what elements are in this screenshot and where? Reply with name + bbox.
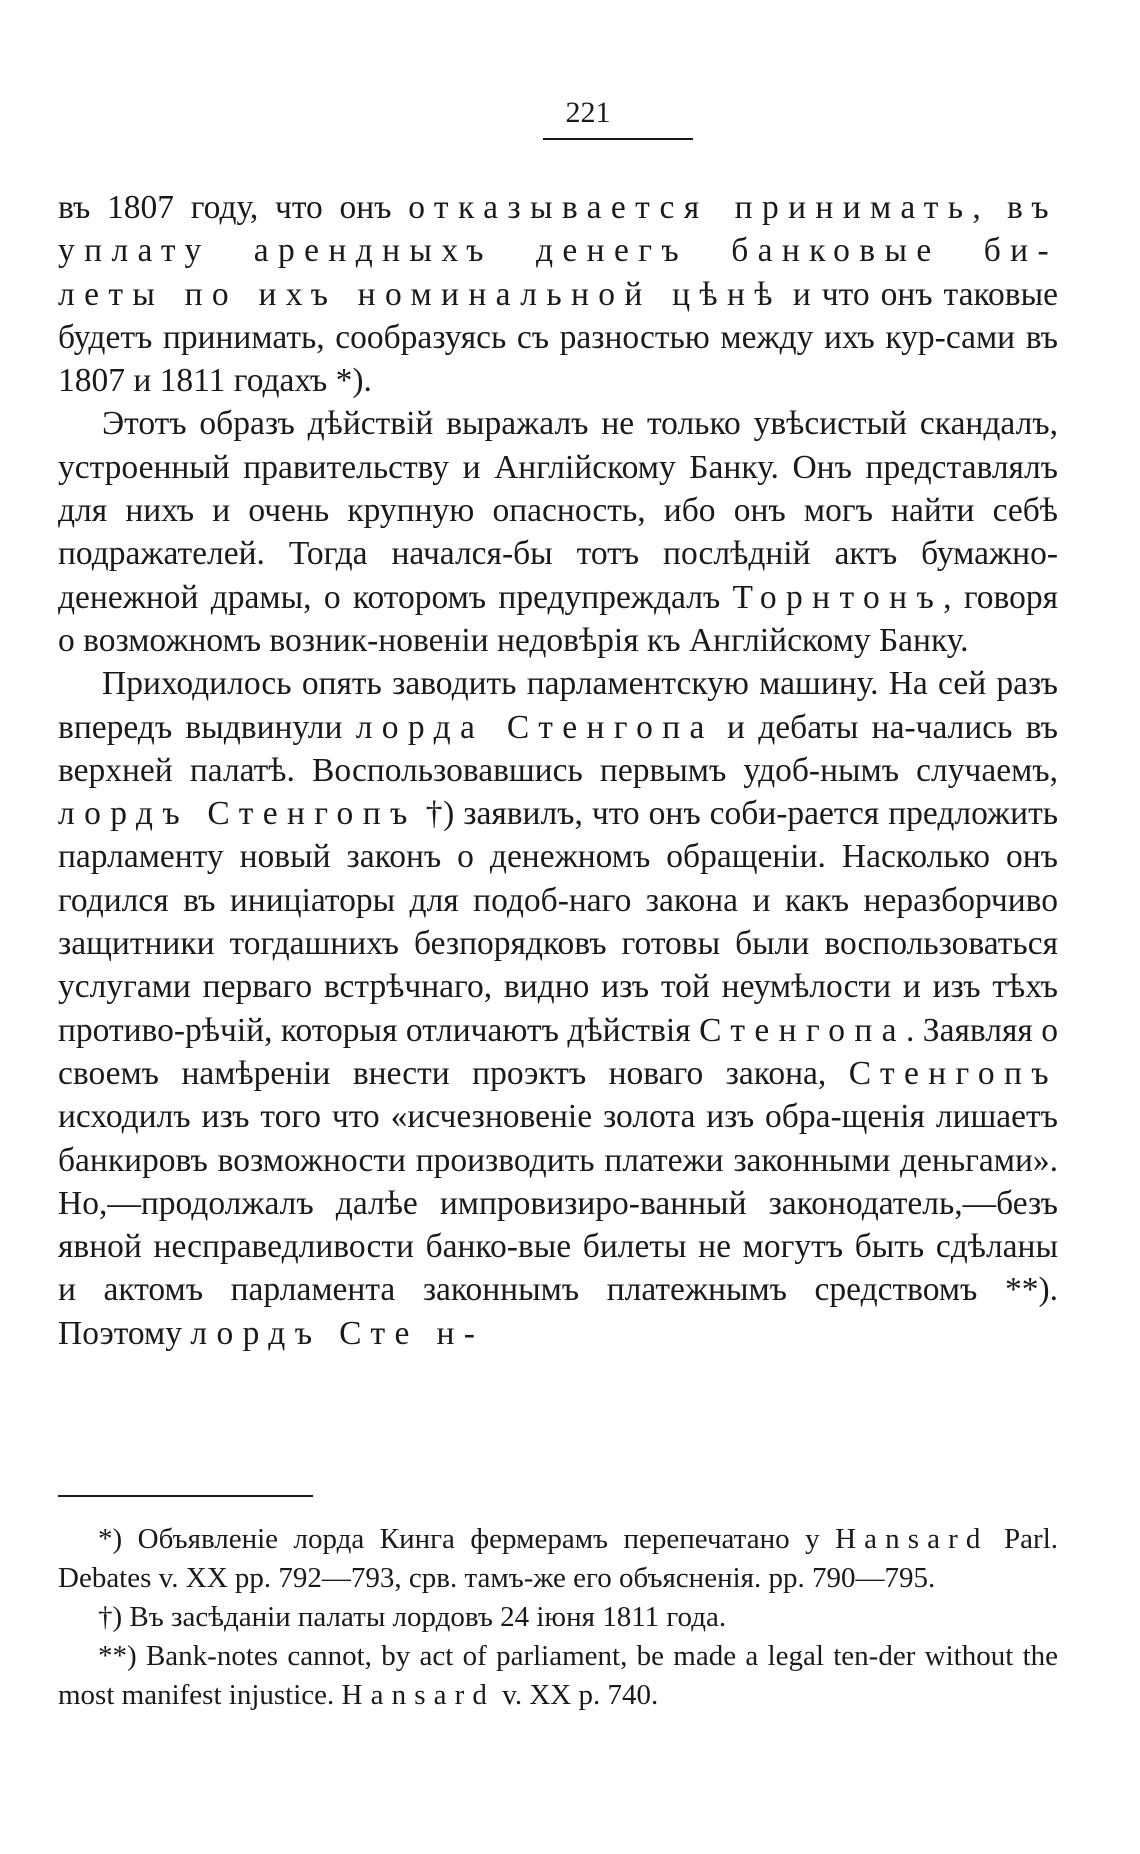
spaced-emphasis: Стенгопъ bbox=[848, 1054, 1058, 1092]
footnote-rule bbox=[58, 1495, 313, 1497]
header-rule bbox=[543, 138, 693, 140]
spaced-emphasis: лорда Стенгопа bbox=[355, 708, 714, 746]
text-run: Приходилось опять заводить парламентскую машину. На сей разъ впередъ выдвинули bbox=[58, 665, 1058, 746]
text-run: Этотъ образъ дѣйствій выражалъ не только увѣсистый скандалъ, устроенный правительству и Англійскому Банку. Онъ представлялъ для нихъ и очень крупную опасность, ибо онъ могъ найти себѣ подражателей. Тогда начался-бы тотъ послѣдній актъ бумажно-денежной драмы, о которомъ предупреждалъ bbox=[58, 405, 1058, 616]
footnotes bbox=[58, 1520, 1058, 1715]
spaced-emphasis: Hansard bbox=[341, 1679, 495, 1711]
spaced-emphasis: Торнтонъ bbox=[732, 578, 944, 616]
text-run: исходилъ изъ того что «исчезновеніе золота изъ обра-щенія лишаетъ банкировъ возможности производить платежи законными деньгами». Но,—продолжалъ далѣе импровизиро-ванный законодатель,—безъ явной несправедливости банко-вые билеты не могутъ быть сдѣланы и актомъ парламента законнымъ платежнымъ средствомъ **). Поэтому bbox=[58, 1098, 1058, 1352]
spaced-emphasis: лордъ Сте н- bbox=[190, 1314, 485, 1352]
text-run: **) Bank-notes cannot, by act of parliament, be made a legal ten-der without the most manifest injustice. bbox=[58, 1640, 1058, 1711]
text-run: v. XX p. 740. bbox=[495, 1679, 659, 1711]
paragraph bbox=[58, 662, 1058, 1355]
spaced-emphasis: Hansard bbox=[835, 1523, 989, 1555]
footnote bbox=[58, 1637, 1058, 1715]
page-number: 221 bbox=[565, 96, 611, 129]
spaced-emphasis: лордъ Стенгопъ bbox=[58, 795, 417, 833]
text-run: и что онъ таковые будетъ принимать, сообразуясь съ разностью между ихъ кур-сами въ 1807 и 1811 годахъ *). bbox=[58, 275, 1058, 400]
text-run: . Заявляя о своемъ намѣреніи внести проэктъ новаго закона, bbox=[58, 1011, 1058, 1092]
text-run: , говоря о возможномъ возник-новеніи недовѣрія къ Англійскому Банку. bbox=[58, 578, 1059, 659]
paragraph bbox=[58, 186, 1058, 402]
footnote bbox=[58, 1520, 1058, 1598]
paragraph bbox=[58, 402, 1058, 662]
text-run: и дебаты на-чались въ верхней палатѣ. Воспользовавшись первымъ удоб-нымъ случаемъ, bbox=[58, 708, 1058, 789]
spaced-emphasis: леты по ихъ номинальной цѣнѣ bbox=[58, 275, 782, 313]
text-run: Parl. Debates v. XX pp. 792—793, срв. тамъ-же его объясненія. pp. 790—795. bbox=[58, 1523, 1058, 1594]
text-run: †) Въ засѣданіи палаты лордовъ 24 іюня 1811 года. bbox=[98, 1601, 727, 1633]
body-text bbox=[58, 186, 1058, 1355]
text-run: †) заявилъ, что онъ соби-рается предложить парламенту новый законъ о денежномъ обращеніи. Насколько онъ годился въ иниціаторы для подоб-наго закона и какъ неразборчиво защитники тогдашнихъ безпорядковъ готовы были воспользоваться услугами перваго встрѣчнаго, видно изъ той неумѣлости и изъ тѣхъ противо-рѣчій, которыя отличаютъ дѣйствія bbox=[58, 795, 1058, 1049]
text-run bbox=[990, 189, 1007, 226]
spaced-emphasis: въ уплату арендныхъ денегъ банковые би- bbox=[58, 189, 1059, 270]
text-run: *) Объявленіе лорда Кинга фермерамъ перепечатано у bbox=[98, 1523, 836, 1555]
footnote bbox=[58, 1598, 1058, 1637]
spaced-emphasis: Стенгопа bbox=[699, 1011, 906, 1049]
text-run: въ 1807 году, что онъ bbox=[58, 189, 409, 226]
spaced-emphasis: отказывается принимать, bbox=[408, 189, 991, 226]
